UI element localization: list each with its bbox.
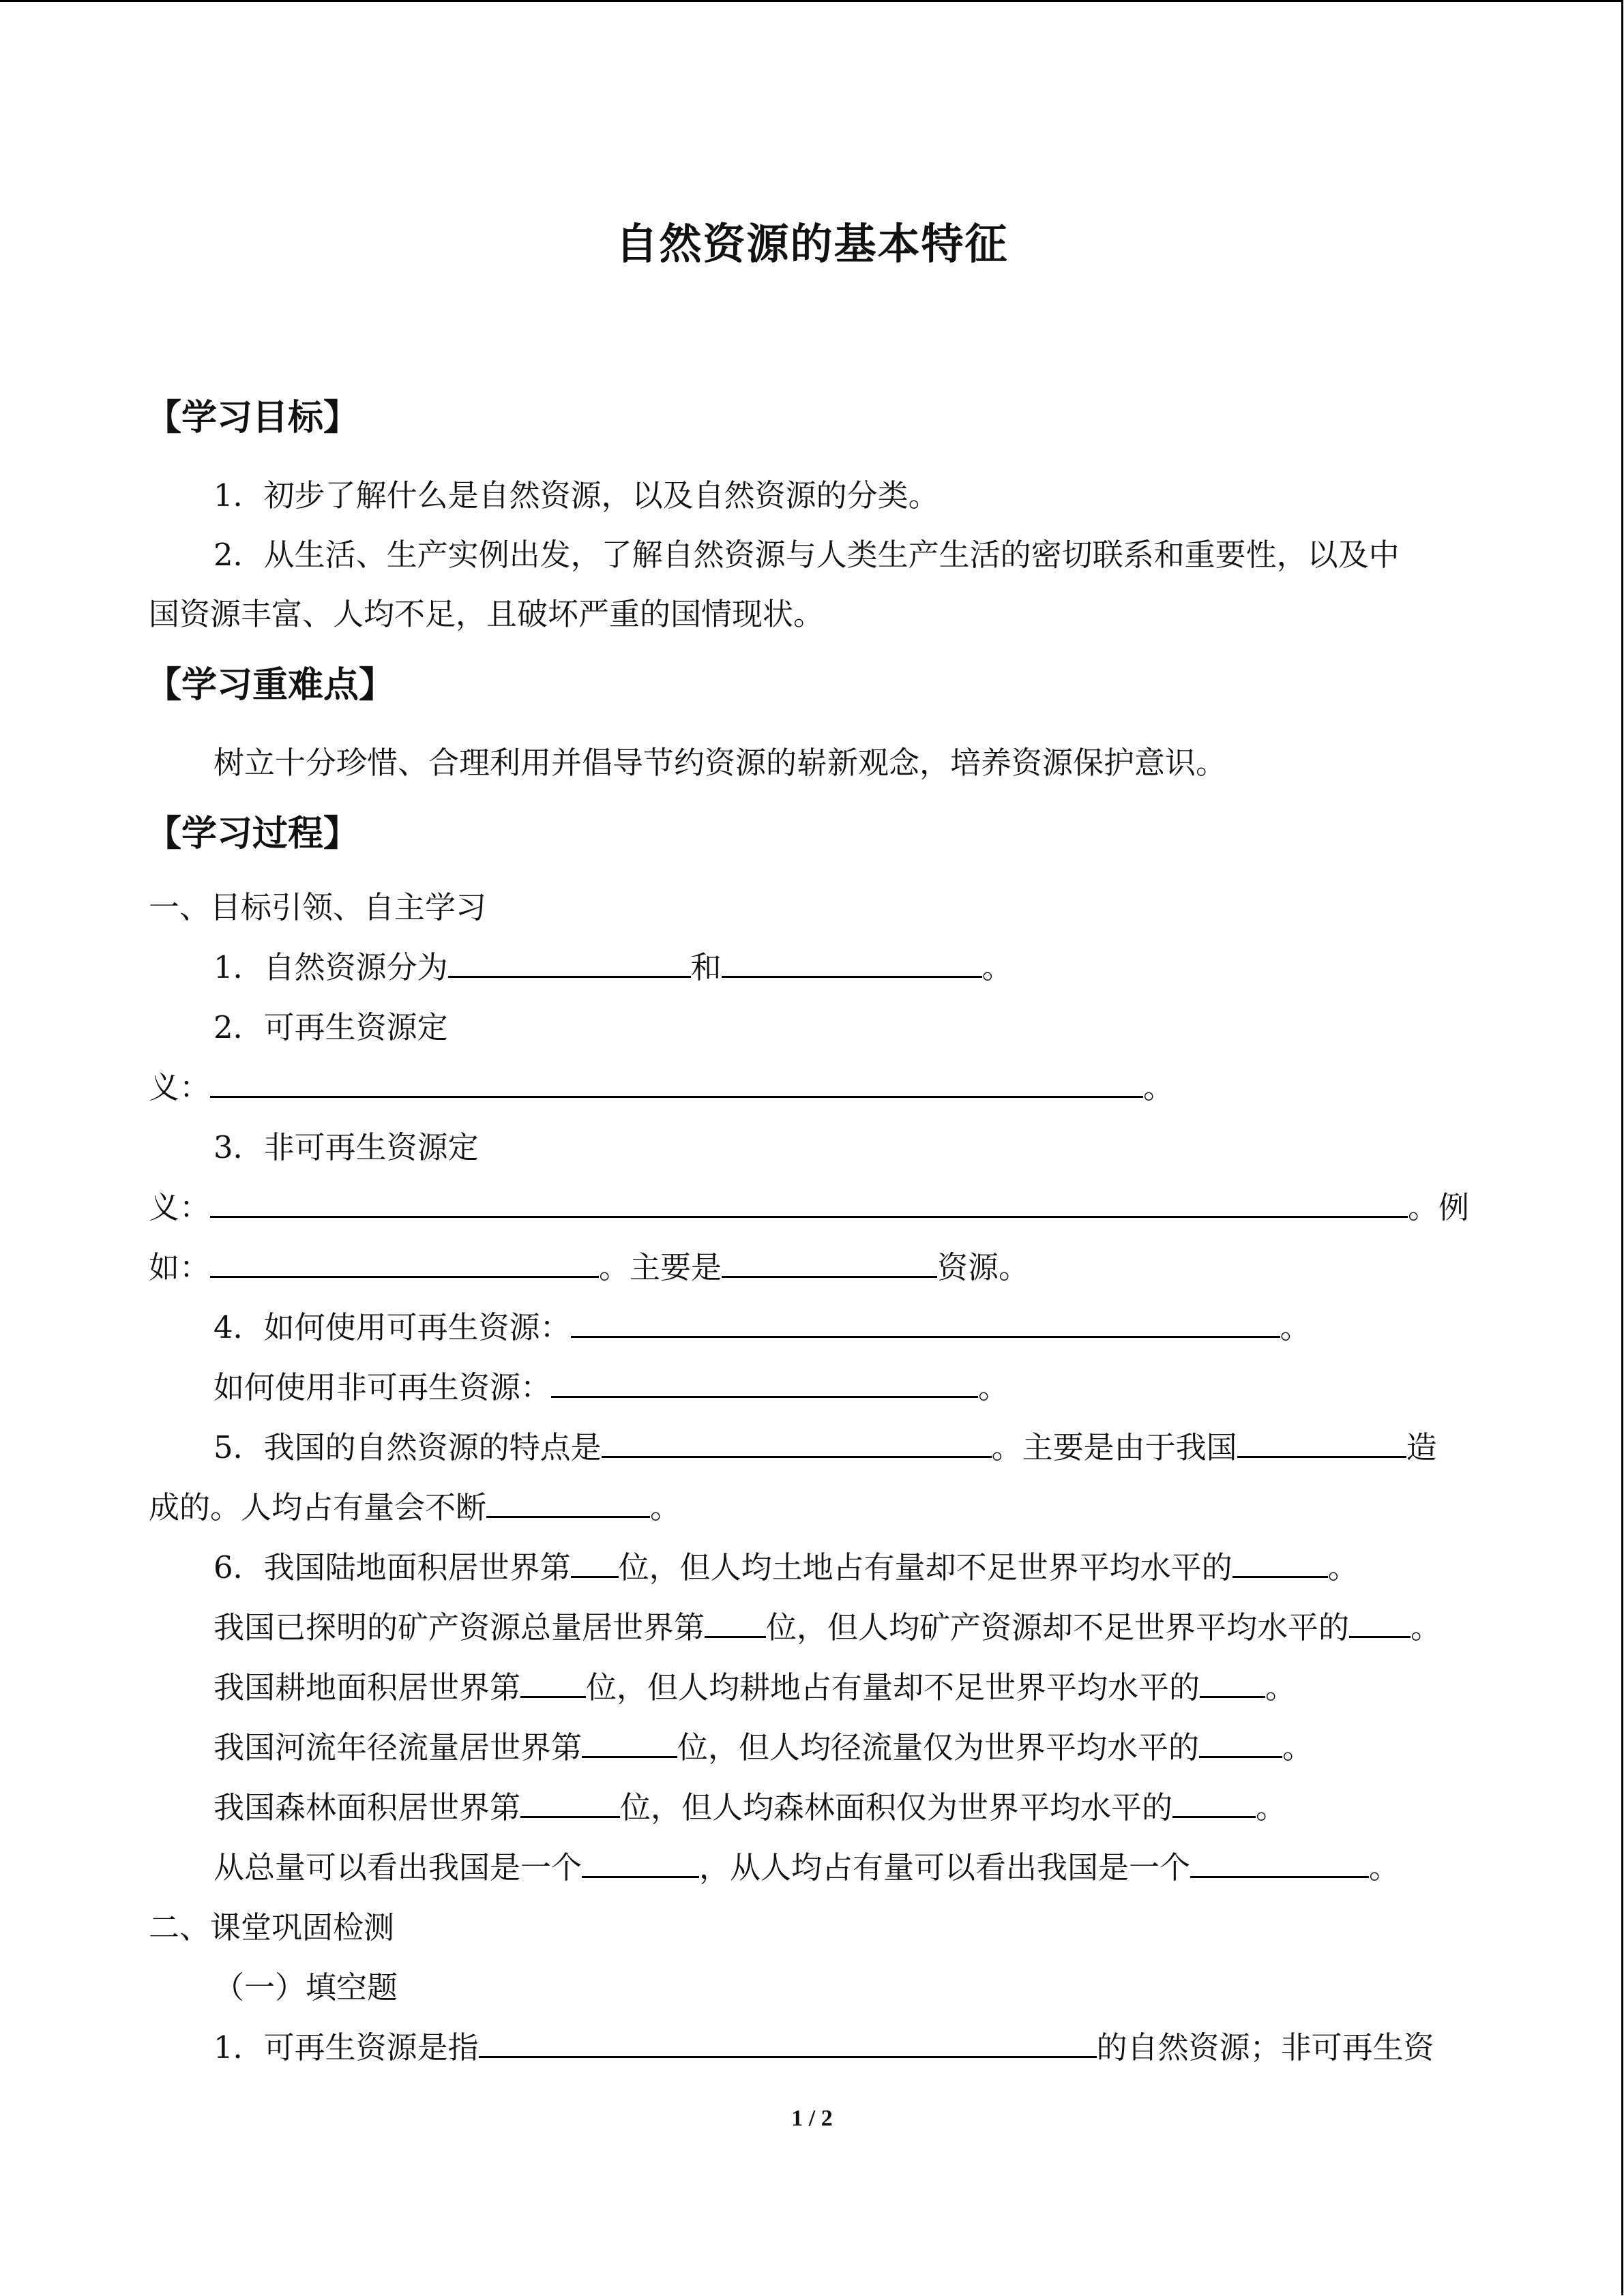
s1-q3-cont2: 如： 。主要是 资源。 [149,1247,1029,1288]
fill-blank[interactable] [722,1247,937,1278]
fill-blank[interactable] [1172,1787,1256,1818]
s1-q5-cont: 成的。人均占有量会不断 。 [149,1487,681,1528]
s1-q2: 2．可再生资源定 [213,1009,448,1045]
section2-subtitle: （一）填空题 [213,1969,398,2006]
fill-blank[interactable] [582,1727,677,1758]
fill-blank[interactable] [722,947,982,978]
s1-q3-cont: 义： 。例 [149,1187,1469,1228]
s1-q6-line: 我国已探明的矿产资源总量居世界第 位，但人均矿产资源却不足世界平均水平的 。 [213,1607,1441,1648]
fill-blank[interactable] [210,1187,1408,1218]
objective-2: 2．从生活、生产实例出发，了解自然资源与人类生产生活的密切联系和重要性，以及中 [213,537,1400,573]
s1-q6-line: 我国耕地面积居世界第 位，但人均耕地占有量却不足世界平均水平的 。 [213,1667,1296,1708]
heading-key-points: 【学习重难点】 [146,665,395,706]
s1-q6-line: 从总量可以看出我国是一个 ，从人均占有量可以看出我国是一个 。 [213,1847,1400,1888]
heading-process: 【学习过程】 [146,814,359,854]
s1-q6-line: 6．我国陆地面积居世界第 位，但人均土地占有量却不足世界平均水平的 。 [213,1547,1359,1588]
section1-title: 一、目标引领、自主学习 [149,889,487,925]
page-title: 自然资源的基本特征 [615,219,1009,269]
fill-blank[interactable] [1237,1427,1406,1458]
fill-blank[interactable] [1190,1847,1369,1878]
section2-title: 二、课堂巩固检测 [149,1909,395,1945]
key-points-text: 树立十分珍惜、合理利用并倡导节约资源的崭新观念，培养资源保护意识。 [213,745,1227,781]
objective-2-cont: 国资源丰富、人均不足，且破坏严重的国情现状。 [149,596,825,632]
s1-q3: 3．非可再生资源定 [213,1129,479,1165]
fill-blank[interactable] [551,1367,978,1398]
s1-q4: 4．如何使用可再生资源： 。 [213,1307,1311,1348]
fill-blank[interactable] [582,1847,699,1878]
s2-q1: 1．可再生资源是指 的自然资源；非可再生资 [213,2027,1434,2068]
fill-blank[interactable] [520,1787,620,1818]
objective-1: 1．初步了解什么是自然资源，以及自然资源的分类。 [213,477,939,513]
fill-blank[interactable] [705,1607,766,1638]
fill-blank[interactable] [1200,1667,1265,1698]
fill-blank[interactable] [520,1667,586,1698]
fill-blank[interactable] [1232,1547,1328,1578]
s1-q6-line: 我国森林面积居世界第 位，但人均森林面积仅为世界平均水平的 。 [213,1787,1286,1828]
s1-q6-line: 我国河流年径流量居世界第 位，但人均径流量仅为世界平均水平的 。 [213,1727,1313,1768]
page-number: 1 / 2 [791,2106,833,2131]
fill-blank[interactable] [1199,1727,1282,1758]
s1-q5: 5．我国的自然资源的特点是 。主要是由于我国 造 [213,1427,1437,1468]
fill-blank[interactable] [479,2027,1097,2058]
s1-q2-cont: 义： 。 [149,1067,1174,1108]
fill-blank[interactable] [571,1547,619,1578]
s1-q4b: 如何使用非可再生资源： 。 [213,1367,1009,1408]
heading-objectives: 【学习目标】 [146,398,359,438]
fill-blank[interactable] [571,1307,1280,1338]
fill-blank[interactable] [602,1427,992,1458]
fill-blank[interactable] [448,947,691,978]
fill-blank[interactable] [210,1247,599,1278]
s1-q1: 1．自然资源分为 和 。 [213,947,1013,988]
fill-blank[interactable] [210,1067,1143,1098]
fill-blank[interactable] [486,1487,650,1518]
fill-blank[interactable] [1349,1607,1411,1638]
